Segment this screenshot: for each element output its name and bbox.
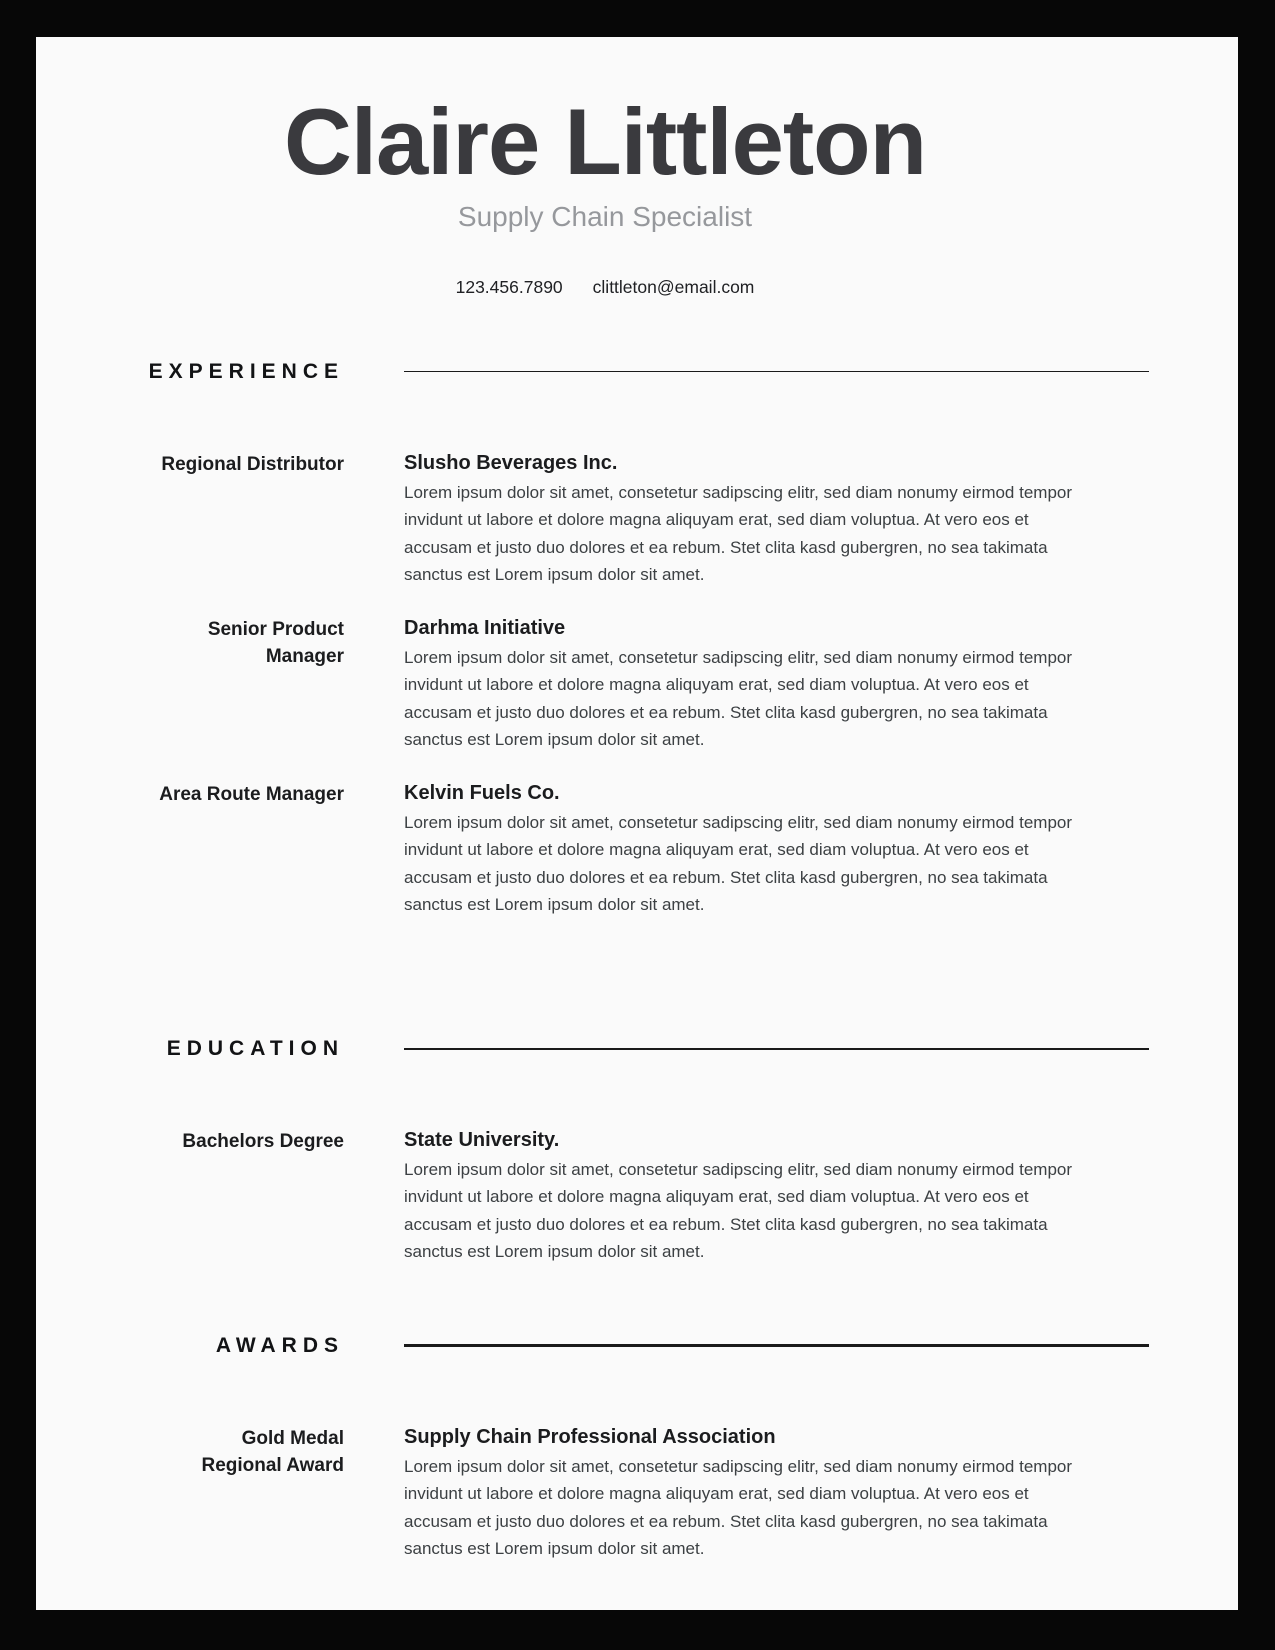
experience-entry [36,780,1238,919]
section-header [36,1035,1238,1063]
entry-content [404,1424,1149,1563]
experience-entry [36,615,1238,754]
section-title: EXPERIENCE [148,359,344,383]
entry-company-name: Slusho Beverages Inc. [404,451,618,474]
section-experience [36,358,1238,919]
entry-school-name: State University. [404,1128,560,1151]
resume-page [36,37,1238,1610]
entry-role-label: Area Route Manager [159,783,344,805]
email-address: clittleton@email.com [592,276,755,297]
person-name: Claire Littleton [283,89,927,194]
experience-entry [36,450,1238,589]
entry-description: Lorem ipsum dolor sit amet, consetetur sadipscing elitr, sed diam nonumy eirmod tempor invidunt ut labore et dolore magna aliquyam erat, sed diam voluptua. At vero eos et accusam et justo duo dolores et ea rebum. Stet clita kasd gubergren, no sea takimata sanctus est Lorem ipsum dolor sit amet. [404,812,1073,915]
section-awards [36,1332,1238,1563]
entry-content [404,450,1149,589]
section-divider-line [404,1048,1149,1050]
education-entry [36,1127,1238,1266]
section-header [36,1332,1238,1360]
entry-content [404,780,1149,919]
job-title: Supply Chain Specialist [457,200,753,232]
entry-organization-name: Supply Chain Professional Association [404,1425,776,1448]
entry-description: Lorem ipsum dolor sit amet, consetetur sadipscing elitr, sed diam nonumy eirmod tempor invidunt ut labore et dolore magna aliquyam erat, sed diam voluptua. At vero eos et accusam et justo duo dolores et ea rebum. Stet clita kasd gubergren, no sea takimata sanctus est Lorem ipsum dolor sit amet. [404,1159,1073,1262]
contact-row [36,277,1174,298]
section-divider-line [404,371,1149,373]
entry-company-name: Kelvin Fuels Co. [404,781,560,804]
entry-degree-label: Bachelors Degree [182,1130,344,1152]
entry-description: Lorem ipsum dolor sit amet, consetetur sadipscing elitr, sed diam nonumy eirmod tempor invidunt ut labore et dolore magna aliquyam erat, sed diam voluptua. At vero eos et accusam et justo duo dolores et ea rebum. Stet clita kasd gubergren, no sea takimata sanctus est Lorem ipsum dolor sit amet. [404,1456,1073,1559]
entry-content [404,615,1149,754]
entry-role-label: Senior Product Manager [207,618,344,667]
section-title: EDUCATION [166,1036,344,1060]
section-header [36,358,1238,386]
entry-content [404,1127,1149,1266]
entry-role-label: Regional Distributor [161,453,344,475]
award-entry [36,1424,1238,1563]
section-title: AWARDS [215,1333,344,1357]
section-education [36,1035,1238,1266]
entry-description: Lorem ipsum dolor sit amet, consetetur sadipscing elitr, sed diam nonumy eirmod tempor invidunt ut labore et dolore magna aliquyam erat, sed diam voluptua. At vero eos et accusam et justo duo dolores et ea rebum. Stet clita kasd gubergren, no sea takimata sanctus est Lorem ipsum dolor sit amet. [404,647,1073,750]
resume-header [36,37,1238,298]
phone-number: 123.456.7890 [455,276,563,297]
entry-award-label: Gold Medal Regional Award [201,1427,344,1476]
entry-company-name: Darhma Initiative [404,616,566,639]
entry-description: Lorem ipsum dolor sit amet, consetetur sadipscing elitr, sed diam nonumy eirmod tempor invidunt ut labore et dolore magna aliquyam erat, sed diam voluptua. At vero eos et accusam et justo duo dolores et ea rebum. Stet clita kasd gubergren, no sea takimata sanctus est Lorem ipsum dolor sit amet. [404,482,1073,585]
section-divider-line [404,1344,1149,1347]
